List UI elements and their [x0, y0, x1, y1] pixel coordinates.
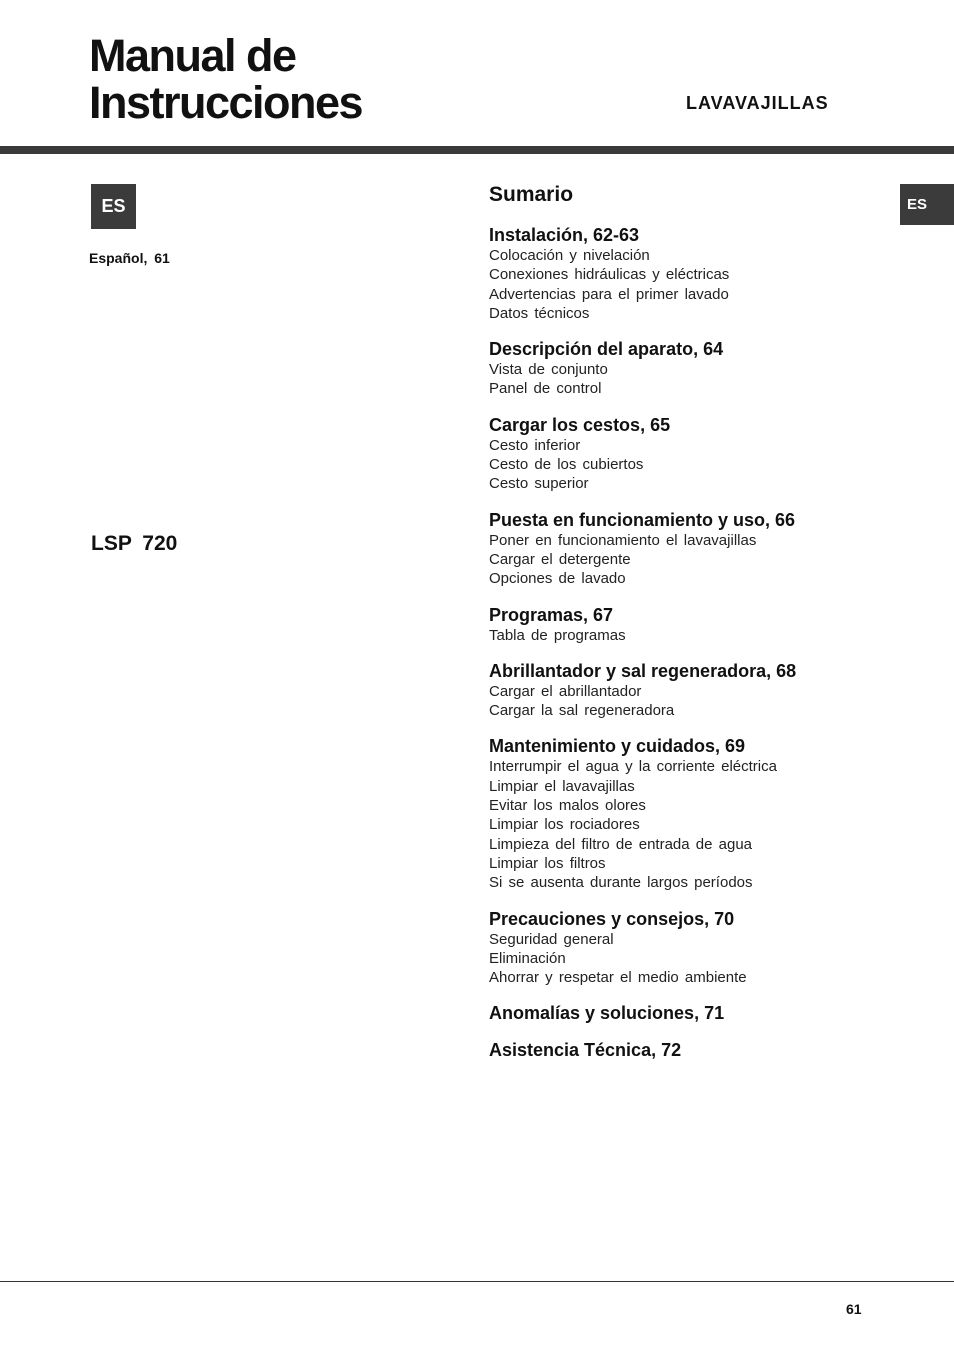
toc-item[interactable]: Seguridad general — [489, 930, 614, 948]
toc-sections — [489, 224, 929, 1061]
toc-item[interactable]: Panel de control — [489, 380, 602, 398]
toc-item[interactable]: Colocación y nivelación — [489, 247, 650, 264]
toc-item-list — [489, 531, 929, 589]
toc-item[interactable]: Evitar los malos olores — [489, 797, 646, 815]
language-badge: ES — [91, 184, 136, 229]
page-number: 61 — [846, 1301, 862, 1317]
toc-item[interactable]: Vista de conjunto — [489, 361, 608, 379]
toc-item[interactable]: Eliminación — [489, 949, 566, 967]
toc-section-title[interactable]: Puesta en funcionamiento y uso, 66 — [489, 509, 796, 530]
toc-item[interactable]: Si se ausenta durante largos períodos — [489, 874, 753, 892]
toc-section — [489, 908, 929, 988]
toc-item[interactable]: Poner en funcionamiento el lavavajillas — [489, 531, 757, 549]
toc-item[interactable]: Cargar el abrillantador — [489, 682, 642, 700]
toc-section — [489, 604, 929, 645]
toc-section-title[interactable]: Instalación, 62-63 — [489, 225, 640, 245]
toc-item[interactable]: Ahorrar y respetar el medio ambiente — [489, 969, 747, 987]
toc-section-title[interactable]: Precauciones y consejos, 70 — [489, 908, 735, 929]
toc-section-title[interactable]: Asistencia Técnica, 72 — [489, 1040, 682, 1061]
title-line-2: Instrucciones — [89, 77, 363, 128]
product-type: LAVAVAJILLAS — [686, 93, 829, 113]
toc-section — [489, 1002, 929, 1024]
toc-section-title[interactable]: Descripción del aparato, 64 — [489, 339, 724, 360]
toc-item-list — [489, 682, 929, 721]
toc-item-list — [489, 246, 929, 323]
toc-item[interactable]: Opciones de lavado — [489, 570, 626, 588]
toc-item[interactable]: Cargar la sal regeneradora — [489, 702, 675, 720]
toc-section — [489, 338, 929, 399]
toc-section — [489, 509, 929, 589]
toc-section-title[interactable]: Programas, 67 — [489, 604, 614, 625]
toc-item-list — [489, 626, 929, 645]
toc-item[interactable]: Tabla de programas — [489, 626, 626, 644]
toc-item[interactable]: Limpiar el lavavajillas — [489, 777, 635, 795]
toc-item[interactable]: Limpieza del filtro de entrada de agua — [489, 835, 753, 853]
toc-heading: Sumario — [489, 183, 574, 206]
toc-item[interactable]: Conexiones hidráulicas y eléctricas — [489, 266, 730, 284]
toc-item-list — [489, 436, 929, 494]
toc-item-list — [489, 360, 929, 399]
document-title — [89, 32, 362, 126]
toc-item[interactable]: Limpiar los rociadores — [489, 816, 640, 834]
footer-divider — [0, 1281, 954, 1282]
toc-item[interactable]: Cargar el detergente — [489, 550, 631, 568]
toc-item-list — [489, 930, 929, 988]
toc-section-title[interactable]: Abrillantador y sal regeneradora, 68 — [489, 660, 797, 681]
toc-item[interactable]: Advertencias para el primer lavado — [489, 285, 729, 303]
toc-item[interactable]: Cesto de los cubiertos — [489, 456, 644, 474]
toc-section — [489, 224, 929, 323]
side-language-tab: ES — [900, 184, 954, 225]
toc-section-title[interactable]: Mantenimiento y cuidados, 69 — [489, 736, 746, 757]
model-number: LSP 720 — [91, 532, 178, 555]
toc-item[interactable]: Cesto superior — [489, 475, 589, 493]
toc-item[interactable]: Cesto inferior — [489, 436, 581, 454]
toc-item[interactable]: Limpiar los filtros — [489, 854, 606, 872]
toc-item[interactable]: Interrumpir el agua y la corriente eléctrica — [489, 758, 777, 776]
table-of-contents — [489, 181, 929, 1076]
toc-section — [489, 414, 929, 494]
title-line-1: Manual de — [89, 30, 296, 81]
toc-section — [489, 735, 929, 892]
header-divider — [0, 146, 954, 154]
language-link[interactable]: Español, 61 — [89, 250, 170, 266]
toc-section — [489, 1039, 929, 1061]
toc-item[interactable]: Datos técnicos — [489, 304, 590, 322]
toc-item-list — [489, 757, 929, 892]
toc-section — [489, 660, 929, 721]
toc-section-title[interactable]: Anomalías y soluciones, 71 — [489, 1003, 725, 1024]
toc-section-title[interactable]: Cargar los cestos, 65 — [489, 414, 671, 435]
